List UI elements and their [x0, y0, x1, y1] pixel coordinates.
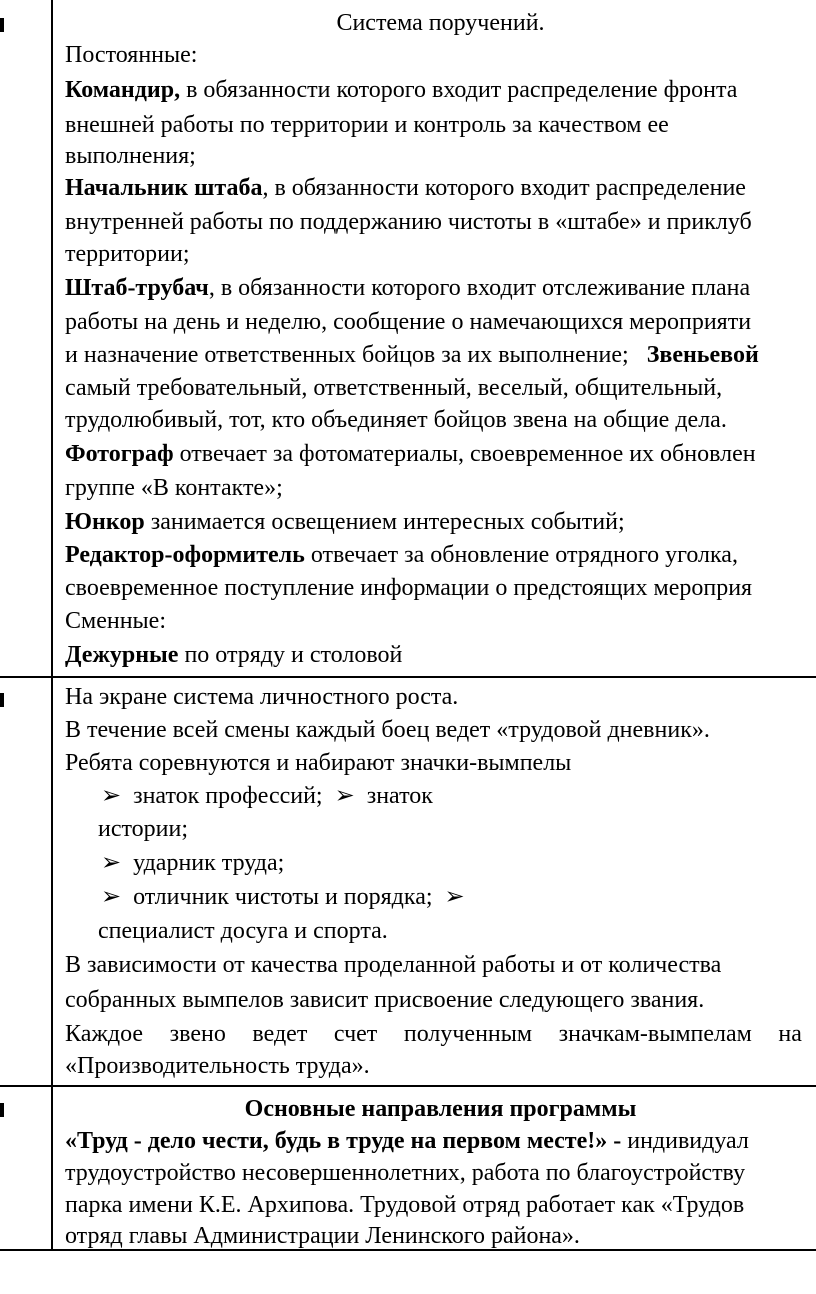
role-name: Командир, [65, 77, 181, 103]
text-line: отряд главы Администрации Ленинского района». [65, 1223, 580, 1249]
text-line: Постоянные: [65, 42, 198, 68]
arrow-bullet-icon: ➢ [101, 783, 122, 809]
role-name: Фотограф [65, 441, 174, 467]
bullet-line [101, 849, 284, 877]
text-line-justified [65, 1020, 802, 1048]
row-number-fragment [0, 18, 4, 32]
word: на [778, 1021, 802, 1047]
arrow-bullet-icon: ➢ [444, 884, 465, 910]
bullet-text: знаток [366, 783, 433, 809]
word: значкам-вымпелам [558, 1021, 752, 1047]
text-line: работы на день и неделю, сообщение о намечающихся мероприяти [65, 309, 752, 335]
bullet-continuation: специалист досуга и спорта. [98, 918, 388, 944]
column-divider [51, 0, 53, 1251]
text-line: В зависимости от качества проделанной работы и от количества [65, 952, 722, 978]
text-line: Штаб-трубач, в обязанности которого входит отслеживание плана [65, 275, 751, 301]
role-name: Начальник штаба [65, 175, 263, 201]
text-line: Командир, в обязанности которого входит распределение фронта [65, 77, 738, 103]
text-line: Редактор-оформитель отвечает за обновление отрядного уголка, [65, 542, 738, 568]
text-line: Начальник штаба, в обязанности которого входит распределение [65, 175, 746, 201]
arrow-bullet-icon: ➢ [101, 884, 122, 910]
text-line: Ребята соревнуются и набирают значки-вымпелы [65, 750, 572, 776]
text-line: внутренней работы по поддержанию чистоты в «штабе» и приклуб [65, 209, 752, 235]
text-line: «Труд - дело чести, будь в труде на первом месте!» - индивидуал [65, 1128, 749, 1154]
text-line: Сменные: [65, 608, 166, 634]
word: Каждое [65, 1021, 144, 1047]
text-line: Фотограф отвечает за фотоматериалы, своевременное их обновлен [65, 441, 756, 467]
word: звено [169, 1021, 226, 1047]
bullet-text: отличник чистоты и порядка; [133, 884, 433, 910]
word: ведет [252, 1021, 308, 1047]
row-divider [0, 1085, 816, 1087]
role-name: Юнкор [65, 509, 145, 535]
text-line: своевременное поступление информации о предстоящих мероприя [65, 575, 753, 601]
text-line: парка имени К.Е. Архипова. Трудовой отряд работает как «Трудов [65, 1192, 745, 1218]
row-divider [0, 676, 816, 678]
text-line: На экране система личностного роста. [65, 684, 459, 710]
role-name: Редактор-оформитель [65, 542, 305, 568]
text-line: В течение всей смены каждый боец ведет «трудовой дневник». [65, 717, 710, 743]
word: полученным [403, 1021, 533, 1047]
text-line: территории; [65, 241, 190, 267]
role-name: Штаб-трубач [65, 275, 209, 301]
text-line: и назначение ответственных бойцов за их выполнение; Звеньевой [65, 342, 759, 368]
text-line: собранных вымпелов зависит присвоение следующего звания. [65, 987, 705, 1013]
row-number-fragment [0, 1103, 4, 1117]
text-line: трудолюбивый, тот, кто объединяет бойцов звена на общие дела. [65, 407, 727, 433]
text-line: Юнкор занимается освещением интересных событий; [65, 509, 625, 535]
bullet-line [101, 883, 465, 911]
arrow-bullet-icon: ➢ [334, 783, 355, 809]
bullet-continuation: истории; [98, 816, 189, 842]
bullet-text: знаток профессий; [133, 783, 323, 809]
role-name: Звеньевой [646, 342, 759, 368]
text-line: самый требовательный, ответственный, веселый, общительный, [65, 375, 723, 401]
bullet-line [101, 782, 433, 810]
text-line: выполнения; [65, 143, 196, 169]
text-line: «Производительность труда». [65, 1053, 370, 1079]
text-line: группе «В контакте»; [65, 475, 283, 501]
section-title: Система поручений. [336, 10, 545, 36]
text-line: Дежурные по отряду и столовой [65, 642, 403, 668]
word: счет [333, 1021, 378, 1047]
arrow-bullet-icon: ➢ [101, 850, 122, 876]
text-line: трудоустройство несовершеннолетних, работа по благоустройству [65, 1160, 746, 1186]
role-name: Дежурные [65, 642, 179, 668]
row-number-fragment [0, 693, 4, 707]
section-title: Основные направления программы [244, 1096, 637, 1122]
slogan: «Труд - дело чести, будь в труде на первом месте!» - [65, 1128, 622, 1154]
text-line: внешней работы по территории и контроль за качеством ее [65, 112, 669, 138]
bullet-text: ударник труда; [133, 850, 285, 876]
